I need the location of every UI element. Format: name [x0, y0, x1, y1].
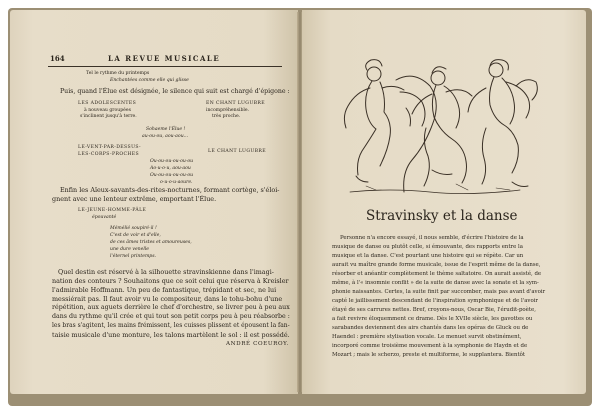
verse-line: Mémélié soupiré-il !: [110, 226, 157, 231]
body-line: résorber et anéantir complètement le thème saltatoire. On aurait assisté, de: [332, 271, 542, 277]
page-number: 164: [50, 54, 65, 63]
article-title: Stravinsky et la danse: [366, 208, 518, 224]
stage-caps: LE-VENT-PAR-DESSUS-: [78, 145, 142, 150]
stage-note: incompréhensible.: [206, 108, 250, 113]
body-line: Haendel : première stylisation vocale. Le menuet survit obstinément,: [332, 334, 522, 340]
stage-caps: LES ADOLESCENTES: [78, 101, 137, 106]
body-line: répétition, aux aguets derrière le chef d'orchestre, se livrer peu à peu aux: [52, 304, 290, 311]
verse-line: au-ou-ou, aou-aou...: [142, 134, 189, 139]
verse-line: o-u-o-u-aoure.: [160, 180, 193, 185]
body-line: étayé de ses carrures nettes. Bref, croyons-nous, Oscar Bie, l'érudit-poète,: [332, 307, 536, 313]
body-line: Quel destin est réservé à la silhouette stravinskienne dans l'imagi-: [58, 268, 274, 276]
body-line: incorporé comme troisième mouvement à la symphonie de Haydn et de: [332, 343, 528, 349]
body-line: taisie musicale d'une monture, les talons martèlent le sol : il est possédé.: [52, 331, 290, 339]
body-line: Puis, quand l'Élue est désignée, le silence qui suit est chargé d'épigone :: [60, 88, 290, 95]
body-line: nation des conteurs ? Souhaitons que ce soit celui que réserva à Kreisler: [52, 277, 289, 285]
body-line: Enfin les Aïeux-savants-des-rites-nocturnes, formant cortège, s'éloi-: [60, 186, 280, 194]
body-line: gnent avec une lenteur extrême, emportant l'Élue.: [52, 195, 217, 203]
stage-note: s'inclinent jusqu'à terre.: [80, 114, 137, 119]
body-line: phonie naissantes. Certes, la suite finit par succomber, mais pas avant d'avoir: [332, 289, 546, 295]
verse-line: Ou-ou-ou-ou-ou-ou: [150, 159, 194, 164]
verse-line: C'est de voir et d'elle,: [110, 233, 161, 238]
verse-line: Ou-ou-ou-ou-ou-ou: [150, 173, 194, 178]
verse-line: de ces âmes tristes et amoureuses,: [110, 240, 192, 245]
verse-line: une dure venelle: [110, 247, 150, 252]
verse-line: Tel le rythme du printemps: [86, 71, 150, 76]
stage-note: épouvanté: [92, 215, 117, 220]
verse-line: Enchantées comme elle qui glisse: [110, 78, 189, 83]
verse-line: Sohaeme l'Élue !: [146, 127, 186, 132]
body-line: dans du rythme qu'il crée et qui tout son petit corps peu à peu réabsorbe :: [52, 313, 290, 320]
body-line: Mozart ; mais le scherzo, preste et multiforme, le supplantera. Bientôt: [332, 352, 526, 358]
body-line: capté le jaillissement descendant de l'inspiration symphonique et de l'avoir: [332, 298, 539, 304]
body-line: les bras s'agitent, les mains frémissent, les cuisses plissent et épousent la fan-: [52, 322, 290, 329]
verse-line: l'éternel printemps.: [110, 254, 157, 259]
stage-caps: LE CHANT LUGUBRE: [208, 149, 267, 154]
header-rule: [48, 66, 282, 67]
running-title: LA REVUE MUSICALE: [108, 54, 221, 63]
body-line: messiérait pas. Il faut avoir vu le compositeur, dans le tohu-bohu d'une: [52, 295, 283, 303]
body-line: a fait revivre éloquemment ce drame. Dès le XVIIe siècle, les gavottes ou: [332, 316, 533, 322]
body-line: aurait vu maître grande forme musicale, issue de l'esprit même de la danse,: [332, 262, 541, 268]
stage-caps: EN CHANT LUGUBRE: [206, 101, 266, 106]
body-line: même, à l'« insomnie conflit » de la suite de danse avec la sonate et la sym-: [332, 280, 539, 286]
stage-caps: LE-JEUNE-HOMME-PÂLE: [78, 208, 147, 213]
dancers-illustration: [336, 58, 542, 198]
body-line: l'admirable Hoffmann. Un peu de fantastique, trépidant et sec, ne lui: [52, 286, 277, 294]
body-line: Personne n'a encore essayé, il nous semble, d'écrire l'histoire de la: [340, 235, 524, 241]
author-signature: ANDRÉ COEUROY.: [226, 341, 290, 347]
body-line: sarabandes deviennent des airs chantés dans les opéras de Gluck ou de: [332, 325, 529, 331]
body-line: musique et la danse. C'est pourtant une histoire qui se répète. Car un: [332, 253, 524, 259]
stage-note: très proche.: [212, 114, 241, 119]
stage-caps: LES-CORPS-PROCHES: [78, 152, 140, 157]
body-line: musique de danse ou plutôt celle, si émouvante, des rapports entre la: [332, 244, 523, 250]
stage-note: à nouveau groupées: [84, 108, 131, 113]
verse-line: Ao-u-o-u, aou-aou: [150, 166, 191, 171]
